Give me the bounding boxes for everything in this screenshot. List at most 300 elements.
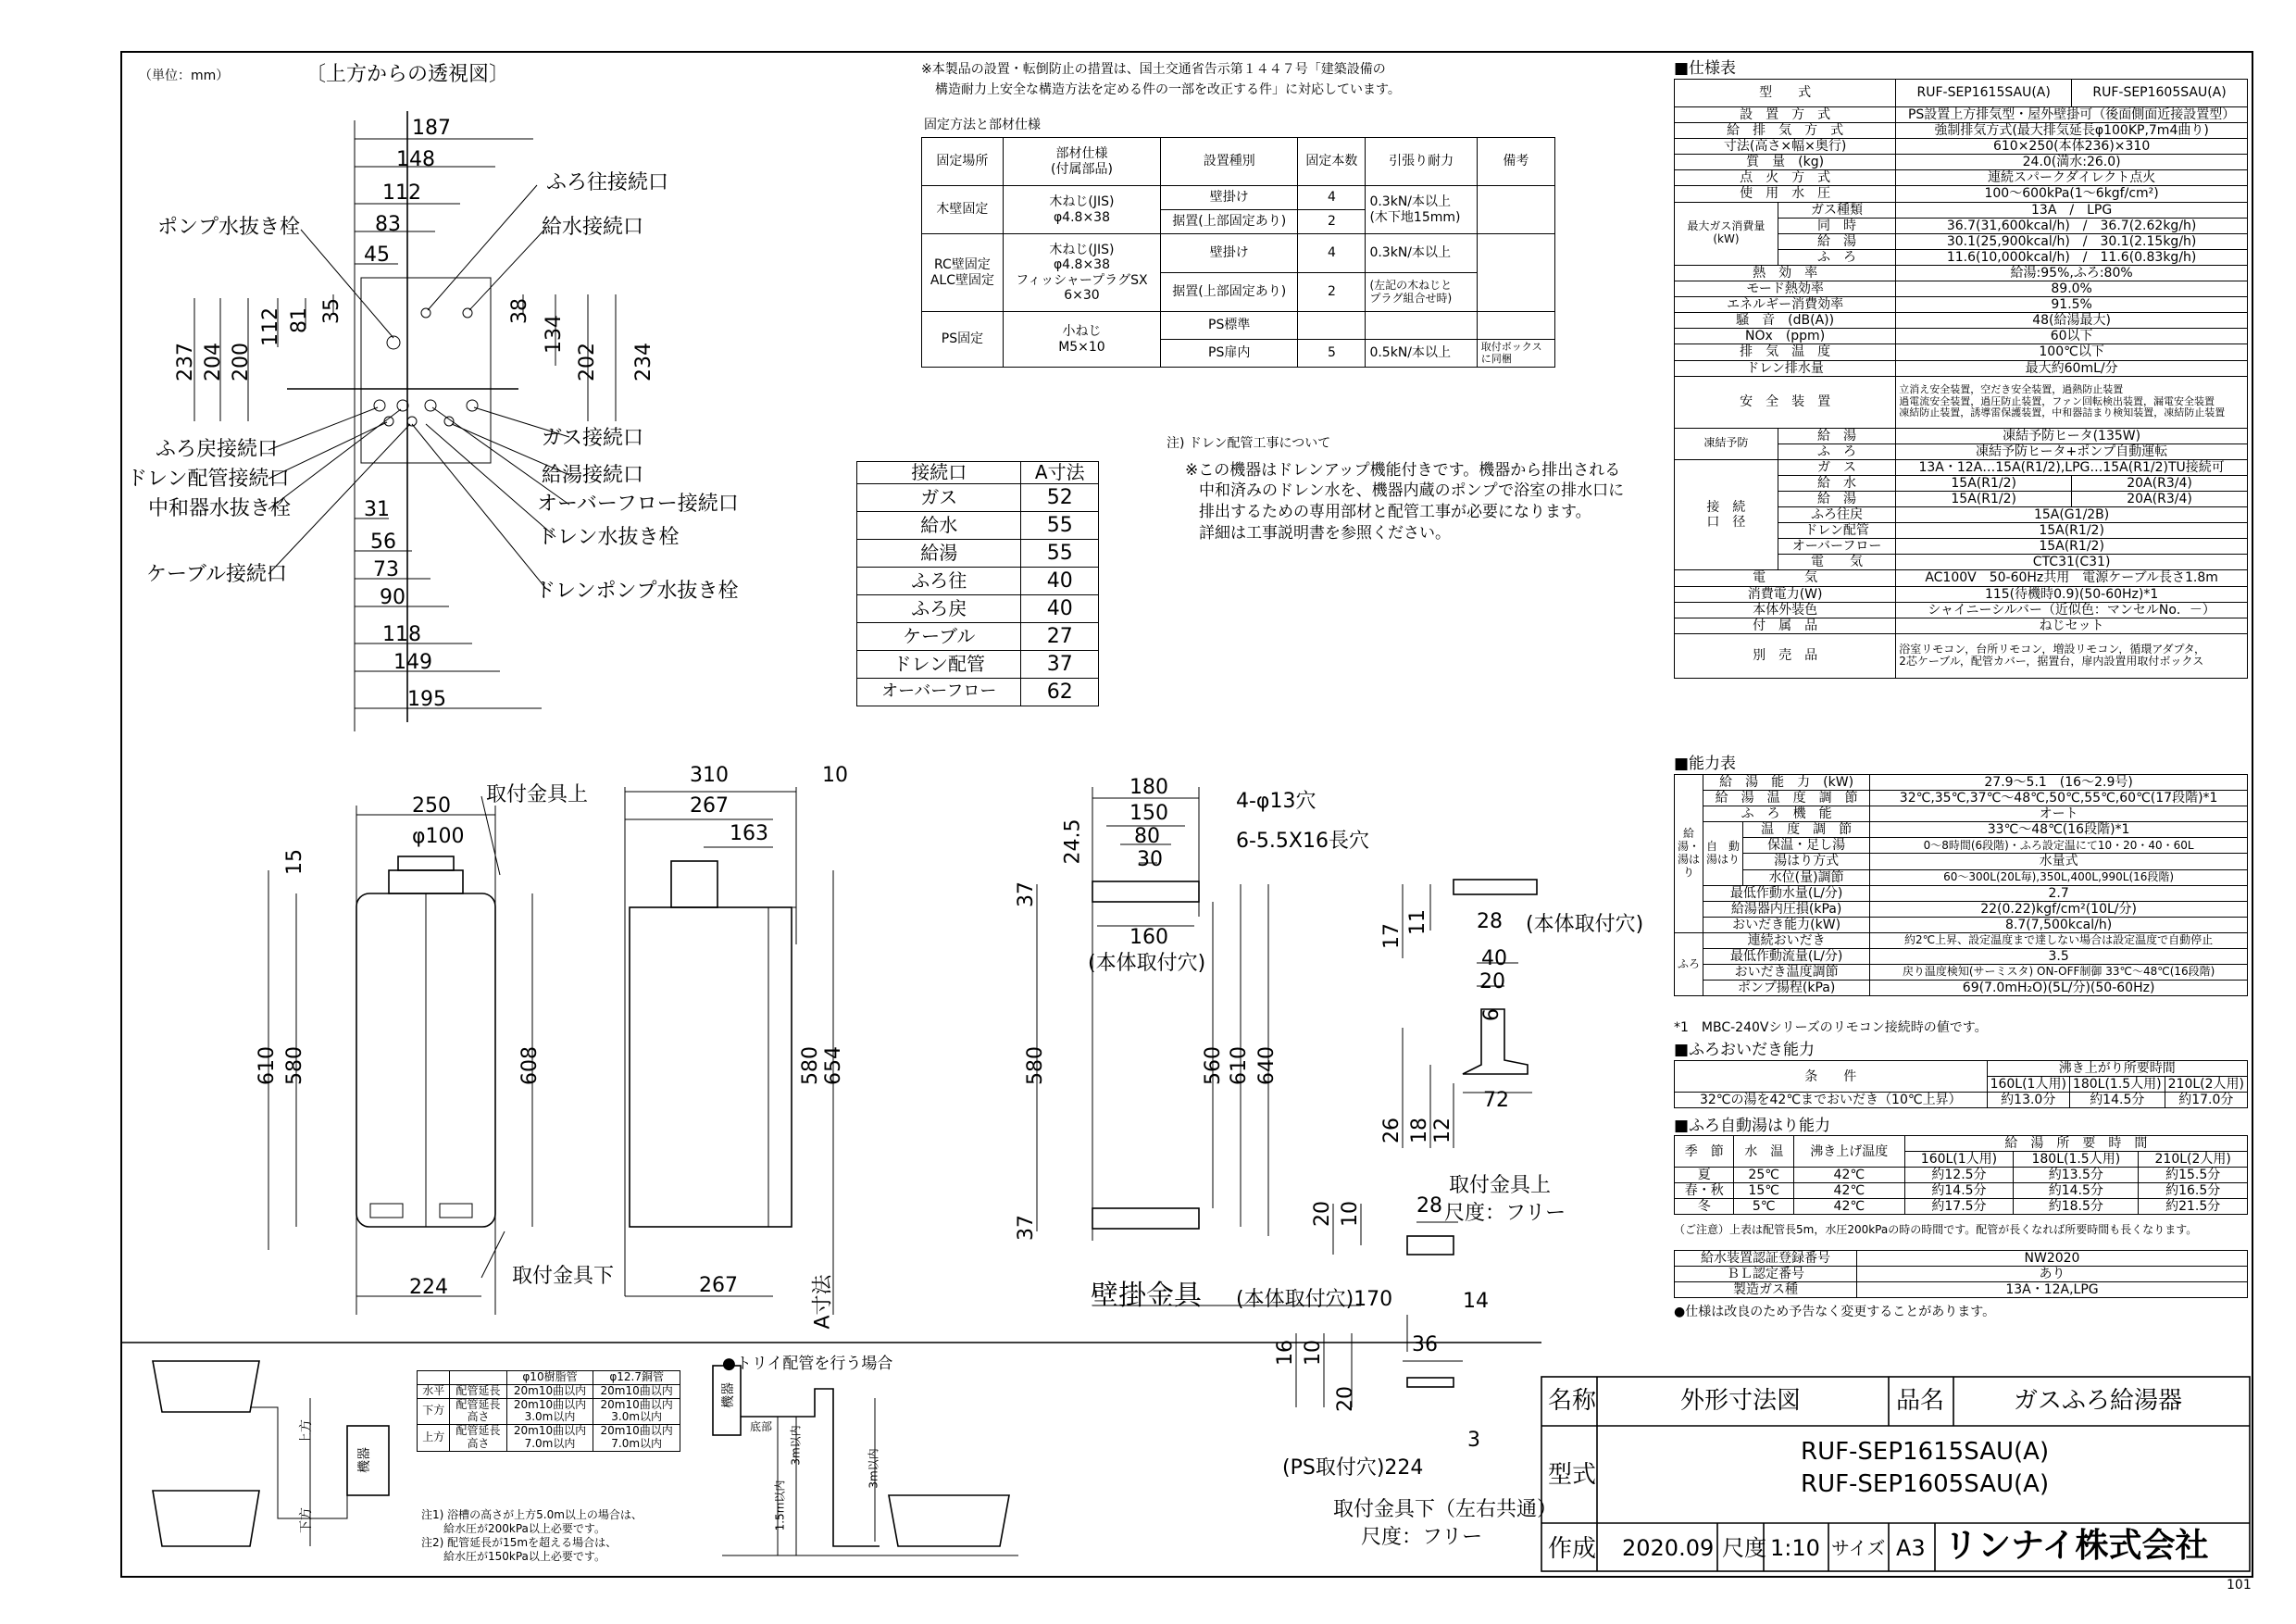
cert-note: ●仕様は改良のため予告なく変更することがあります。 xyxy=(1674,1305,1996,1319)
spec-value: シャイニーシルバー（近似色：マンセルNo．－） xyxy=(1896,602,2248,618)
install-th: φ12.7銅管 xyxy=(593,1371,680,1385)
port-name: ふろ戻 xyxy=(857,595,1021,623)
dim-20-lower: 20 xyxy=(1311,1201,1334,1227)
dim-6: 6 xyxy=(1480,1008,1504,1021)
dim-40: 40 xyxy=(1481,947,1507,970)
bracket-view xyxy=(1037,787,1361,1305)
port-value: 27 xyxy=(1021,623,1099,651)
autofill-cell: 25℃ xyxy=(1734,1168,1793,1183)
drain-note-title: 注) ドレン配管工事について xyxy=(1167,436,1331,451)
yuhari-label: 湯はり xyxy=(1706,852,1741,866)
port-value: 52 xyxy=(1021,484,1099,512)
dim-80: 80 xyxy=(1134,825,1160,848)
install-cell: 20m10曲以内 3.0m以内 xyxy=(593,1398,680,1425)
fixing-cell: PS扉内 xyxy=(1161,340,1298,368)
fixing-th: 備考 xyxy=(1477,138,1554,186)
ability-label: 給 湯 温 度 調 節 xyxy=(1703,791,1870,806)
dim-610: 610 xyxy=(256,1046,279,1085)
autofill-cell: 約16.5分 xyxy=(2139,1183,2248,1199)
spec-label: 寸法(高さ×幅×奥行) xyxy=(1675,139,1896,155)
dim-200: 200 xyxy=(230,343,253,381)
spec-value: 100〜600kPa(1〜6kgf/cm²) xyxy=(1896,186,2248,202)
option-line: 浴室リモコン，台所リモコン，増設リモコン，循環アダプタ， xyxy=(1899,642,2205,656)
safety-line: 凍結防止装置，誘導雷保護装置，中和器詰まり検知装置，凍結防止装置 xyxy=(1899,406,2226,419)
port-value: 55 xyxy=(1021,512,1099,540)
fixing-cell: 取付ボックス に同梱 xyxy=(1477,340,1554,368)
install-diagram xyxy=(120,1343,1541,1555)
trap-label-3m-2: 3m以内 xyxy=(867,1448,880,1489)
spec-value: ねじセット xyxy=(1896,618,2248,633)
fixing-cell: 4 xyxy=(1298,234,1366,273)
install-cell: 配管延長 高さ xyxy=(450,1398,506,1425)
fixing-cell: (左記の木ねじと プラグ組合せ時) xyxy=(1366,273,1477,312)
ability-table xyxy=(1674,774,2248,996)
dim-31: 31 xyxy=(364,498,390,521)
dim-38: 38 xyxy=(508,298,531,324)
reheat-table xyxy=(1674,1060,2248,1108)
spec-conn-sub: 電 気 xyxy=(1778,555,1895,570)
spec-gas-value: 11.6(10,000kcal/h) / 11.6(0.83kg/h) xyxy=(1896,249,2248,265)
dim-20: 20 xyxy=(1479,970,1505,993)
autofill-col: 160L(1人用) xyxy=(1904,1152,2014,1168)
dim-112: 112 xyxy=(382,181,421,205)
tb-model-label: 型式 xyxy=(1548,1461,1597,1489)
ability-value: オート xyxy=(1870,806,2248,822)
install-cell: 配管延長 xyxy=(450,1384,506,1398)
spec-value: 100℃以下 xyxy=(1896,344,2248,360)
dim-195: 195 xyxy=(407,688,446,711)
fixing-cell: 木ねじ(JIS) φ4.8×38 xyxy=(1003,186,1160,234)
ability-value: 32℃,35℃,37℃〜48℃,50℃,55℃,60℃(17段階)*1 xyxy=(1870,791,2248,806)
port-name: ガス xyxy=(857,484,1021,512)
ability-value: 60〜300L(20L毎),350L,400L,990L(16段階) xyxy=(1870,869,2248,885)
spec-conn-value: 13A・12A…15A(R1/2),LPG…15A(R1/2)TU接続可 xyxy=(1896,459,2248,475)
auto-label: 自 動 xyxy=(1706,840,1741,854)
lower-bracket-scale: 尺度：フリー xyxy=(1361,1526,1483,1549)
ability-label: 最低作動流量(L/分) xyxy=(1703,949,1870,965)
install-note: 給水圧が150kPa以上必要です。 xyxy=(421,1550,605,1563)
port-name: ケーブル xyxy=(857,623,1021,651)
install-cell: 20m10曲以内 7.0m以内 xyxy=(506,1425,593,1452)
reheat-title: ■ふろおいだき能力 xyxy=(1674,1041,1816,1059)
fixing-cell xyxy=(1477,312,1554,340)
fixing-cell: 壁掛け xyxy=(1161,234,1298,273)
spec-value: 48(給湯最大) xyxy=(1896,313,2248,329)
tb-model-2: RUF-SEP1605SAU(A) xyxy=(1801,1470,2050,1498)
dim-11: 11 xyxy=(1406,909,1429,935)
port-th: 接続口 xyxy=(857,462,1021,484)
spec-label: 騒 音 (dB(A)) xyxy=(1675,313,1896,329)
spec-value: 連続スパークダイレクト点火 xyxy=(1896,170,2248,186)
ability-value: 69(7.0mH₂O)(5L/分)(50-60Hz) xyxy=(1870,981,2248,996)
dim-234: 234 xyxy=(632,343,655,381)
install-cell: 配管延長 高さ xyxy=(450,1425,506,1452)
ability-value: 22(0.22)kgf/cm²(10L/分) xyxy=(1870,901,2248,917)
spec-option-label: 別 売 品 xyxy=(1675,633,1896,678)
dim-237: 237 xyxy=(174,343,197,381)
ability-label: ふ ろ 機 能 xyxy=(1703,806,1870,822)
dim-17: 17 xyxy=(1380,923,1404,949)
install-cell: 20m10曲以内 3.0m以内 xyxy=(506,1398,593,1425)
fixing-cell: PS標準 xyxy=(1161,312,1298,340)
spec-type-label: 型 式 xyxy=(1675,80,1896,107)
dim-163: 163 xyxy=(730,822,768,845)
autofill-cell: 春・秋 xyxy=(1675,1183,1734,1199)
dim-30: 30 xyxy=(1137,848,1163,871)
spec-label: 使 用 水 圧 xyxy=(1675,186,1896,202)
cert-value: NW2020 xyxy=(1857,1251,2248,1267)
install-cell: 下方 xyxy=(418,1398,450,1425)
spec-value: 24.0(満水:26.0) xyxy=(1896,155,2248,170)
install-cell: 20m10曲以内 xyxy=(506,1384,593,1398)
autofill-th: 季 節 xyxy=(1675,1136,1734,1168)
label-bracket-bottom: 取付金具下 xyxy=(512,1265,615,1288)
dim-26: 26 xyxy=(1380,1118,1404,1143)
spec-conn-value: 15A(R1/2) xyxy=(1896,539,2248,555)
fixing-cell xyxy=(1366,312,1477,340)
autofill-cell: 15℃ xyxy=(1734,1183,1793,1199)
fixing-cell: 壁掛け xyxy=(1161,186,1298,210)
reheat-col: 180L(1.5人用) xyxy=(2069,1077,2165,1093)
label-drain-pump-valve: ドレンポンプ水抜き栓 xyxy=(535,580,739,603)
ability-label: おいだき温度調節 xyxy=(1703,965,1870,981)
notice-line-2: 構造耐力上安全な構造方法を定める件の一部を改正する件」に対応しています。 xyxy=(935,82,1401,97)
dim-12: 12 xyxy=(1431,1118,1454,1143)
autofill-cell: 約14.5分 xyxy=(1904,1183,2014,1199)
port-name: 給湯 xyxy=(857,540,1021,568)
drain-note-line: 詳細は工事説明書を参照ください。 xyxy=(1199,524,1451,543)
install-note: 給水圧が200kPa以上必要です。 xyxy=(421,1522,605,1535)
spec-conn-value-2: 20A(R3/4) xyxy=(2072,475,2248,491)
autofill-cell: 約14.5分 xyxy=(2014,1183,2139,1199)
fixing-table xyxy=(921,137,1555,368)
fixing-th: 設置種別 xyxy=(1161,138,1298,186)
spec-gas-value: 36.7(31,600kcal/h) / 36.7(2.62kg/h) xyxy=(1896,218,2248,233)
dim-18: 18 xyxy=(1408,1118,1431,1143)
safety-line: 立消え安全装置，空だき安全装置，過熱防止装置 xyxy=(1899,383,2124,396)
spec-label: エネルギー消費効率 xyxy=(1675,297,1896,313)
reheat-row-label: 32℃の湯を42℃までおいだき（10℃上昇） xyxy=(1675,1093,1988,1108)
autofill-cell: 約13.5分 xyxy=(2014,1168,2139,1183)
ability-value: 0〜8時間(6段階)・ふろ設定温にて10・20・40・60L xyxy=(1870,838,2248,854)
spec-freeze-label: 凍結予防 xyxy=(1675,428,1778,459)
spec-gas-value: 30.1(25,900kcal/h) / 30.1(2.15kg/h) xyxy=(1896,233,2248,249)
label-neutralizer-drain: 中和器水抜き栓 xyxy=(148,497,292,520)
ability-label: ポンプ揚程(kPa) xyxy=(1703,981,1870,996)
tb-name-label: 名称 xyxy=(1548,1387,1597,1415)
dim-81: 81 xyxy=(288,307,311,333)
autofill-cell: 約18.5分 xyxy=(2014,1199,2139,1215)
dim-37-bottom: 37 xyxy=(1015,1215,1038,1241)
autofill-cell: 夏 xyxy=(1675,1168,1734,1183)
ability-value: 3.5 xyxy=(1870,949,2248,965)
dim-580: 580 xyxy=(283,1046,306,1085)
fixing-cell: 0.5kN/本以上 xyxy=(1366,340,1477,368)
autofill-cell: 5℃ xyxy=(1734,1199,1793,1215)
dim-28-lower: 28 xyxy=(1416,1194,1442,1218)
ability-value: 8.7(7,500kcal/h) xyxy=(1870,917,2248,932)
trap-label-unit: 機器 xyxy=(721,1382,736,1408)
notice-line-1: ※本製品の設置・転倒防止の措置は、国土交通省告示第１４４７号「建築設備の xyxy=(921,62,1386,77)
upper-bracket-scale: 尺度：フリー xyxy=(1444,1202,1566,1225)
cert-label: 製造ガス種 xyxy=(1675,1282,1857,1298)
spec-value: 給湯:95%,ふろ:80% xyxy=(1896,265,2248,281)
tb-product-label: 品名 xyxy=(1896,1387,1945,1415)
dim-73: 73 xyxy=(373,558,399,581)
reheat-col: 160L(1人用) xyxy=(1987,1077,2069,1093)
fixing-cell: RC壁固定 ALC壁固定 xyxy=(922,234,1004,312)
spec-conn-value: CTC31(C31) xyxy=(1896,555,2248,570)
tb-size-label: サイズ xyxy=(1831,1537,1886,1559)
fixing-cell: 5 xyxy=(1298,340,1366,368)
install-th xyxy=(450,1371,506,1385)
install-cell: 20m10曲以内 xyxy=(593,1384,680,1398)
tb-product: ガスふろ給湯器 xyxy=(2014,1387,2183,1415)
spec-value: AC100V 50-60Hz共用 電源ケーブル長さ1.8m xyxy=(1896,570,2248,586)
ability-value: 2.7 xyxy=(1870,885,2248,901)
cert-label: 給水装置認証登録番号 xyxy=(1675,1251,1857,1267)
port-value: 55 xyxy=(1021,540,1099,568)
reheat-col: 210L(2人用) xyxy=(2165,1077,2247,1093)
install-th xyxy=(418,1371,450,1385)
port-table xyxy=(856,461,1099,706)
a-dim-label: A寸法 xyxy=(811,1274,835,1330)
spec-conn-value: 15A(G1/2B) xyxy=(1896,507,2248,523)
install-cell: 水平 xyxy=(418,1384,450,1398)
spec-value: 強制排気方式(最大排気延長φ100KP,7m4曲り) xyxy=(1896,123,2248,139)
spec-gas-sub: ガス種類 xyxy=(1778,202,1895,218)
spec-label: 消費電力(W) xyxy=(1675,586,1896,602)
dim-180: 180 xyxy=(1129,776,1168,799)
spec-gas-value: 13A / LPG xyxy=(1896,202,2248,218)
dim-10-lower-2: 10 xyxy=(1302,1340,1325,1366)
dim-112-v: 112 xyxy=(259,307,282,346)
spec-conn-sub: 給 湯 xyxy=(1778,491,1895,506)
spec-value: PS設置上方排気型・屋外壁掛可（後面側面近接設置型） xyxy=(1896,107,2248,123)
autofill-note: （ご注意）上表は配管長5m，水圧200kPaの時の時間です。配管が長くなれば所要時間も長くなります。 xyxy=(1674,1223,2198,1236)
autofill-cell: 約15.5分 xyxy=(2139,1168,2248,1183)
dim-36: 36 xyxy=(1412,1333,1438,1356)
spec-value: 最大約60mL/分 xyxy=(1896,360,2248,376)
port-value: 40 xyxy=(1021,595,1099,623)
spec-label: 給 排 気 方 式 xyxy=(1675,123,1896,139)
spec-gas-label: 最大ガス消費量 (kW) xyxy=(1675,202,1778,265)
autofill-th: 水 温 xyxy=(1734,1136,1793,1168)
fixing-th: 固定本数 xyxy=(1298,138,1366,186)
ability-footnote: *1 MBC-240Vシリーズのリモコン接続時の値です。 xyxy=(1674,1020,1988,1035)
spec-label: 熱 効 率 xyxy=(1675,265,1896,281)
fixing-cell: 据置(上部固定あり) xyxy=(1161,273,1298,312)
label-gas: ガス接続口 xyxy=(542,427,644,450)
ps-hole-224: (PS取付穴)224 xyxy=(1282,1456,1424,1480)
fixing-cell: 0.3kN/本以上 (木下地15mm) xyxy=(1366,186,1477,234)
install-cell: 20m10曲以内 7.0m以内 xyxy=(593,1425,680,1452)
dim-56: 56 xyxy=(370,531,396,554)
dim-28: 28 xyxy=(1477,910,1503,933)
install-label-down: 下方 xyxy=(299,1507,314,1533)
port-value: 40 xyxy=(1021,568,1099,595)
install-label-unit: 機器 xyxy=(357,1447,372,1473)
fixing-cell: 木ねじ(JIS) φ4.8×38 フィッシャープラグSX 6×30 xyxy=(1003,234,1160,312)
autofill-cell: 42℃ xyxy=(1793,1183,1904,1199)
dim-267-bottom: 267 xyxy=(699,1274,738,1297)
trap-title: ●トリイ配管を行う場合 xyxy=(722,1355,893,1373)
fixing-cell: 4 xyxy=(1298,186,1366,210)
port-th: A寸法 xyxy=(1021,462,1099,484)
port-value: 37 xyxy=(1021,651,1099,679)
dim-45: 45 xyxy=(364,244,390,267)
tb-scale: 1:10 xyxy=(1770,1535,1820,1561)
spec-label: ドレン排水量 xyxy=(1675,360,1896,376)
dim-149: 149 xyxy=(393,651,432,674)
wall-bracket-label: 壁掛金具 xyxy=(1091,1280,1202,1312)
drain-note-line: 排出するための専用部材と配管工事が必要になります。 xyxy=(1199,503,1591,521)
dim-10: 10 xyxy=(822,764,848,787)
fixing-title: 固定方法と部材仕様 xyxy=(924,118,1041,132)
ability-label: おいだき能力(kW) xyxy=(1703,917,1870,932)
spec-label: NOx (ppm) xyxy=(1675,329,1896,344)
autofill-table xyxy=(1674,1135,2248,1215)
spec-table xyxy=(1674,79,2248,679)
body-hole-label: (本体取付穴) xyxy=(1088,952,1206,975)
fixing-cell: 小ねじ M5×10 xyxy=(1003,312,1160,368)
label-bracket-top: 取付金具上 xyxy=(486,783,589,806)
autofill-cell: 冬 xyxy=(1675,1199,1734,1215)
spec-freeze-sub: 給 湯 xyxy=(1778,428,1895,443)
dim-310: 310 xyxy=(690,764,729,787)
hole-label-2: 6-5.5X16長穴 xyxy=(1236,830,1369,853)
ability-value: 水量式 xyxy=(1870,854,2248,869)
dim-15: 15 xyxy=(283,849,306,875)
ability-label: 湯はり方式 xyxy=(1743,854,1870,869)
label-bath-supply: ふろ往接続口 xyxy=(546,171,669,194)
install-label-up: 上方 xyxy=(299,1419,314,1445)
fixing-cell: 2 xyxy=(1298,273,1366,312)
body-hole-170: (本体取付穴)170 xyxy=(1236,1288,1393,1311)
port-name: ふろ往 xyxy=(857,568,1021,595)
tb-name: 外形寸法図 xyxy=(1680,1387,1802,1415)
reheat-time: 沸き上がり所要時間 xyxy=(1987,1061,2247,1077)
autofill-cell: 42℃ xyxy=(1793,1168,1904,1183)
dim-560: 560 xyxy=(1202,1046,1225,1085)
reheat-value: 約13.0分 xyxy=(1987,1093,2069,1108)
reheat-value: 約14.5分 xyxy=(2069,1093,2165,1108)
spec-freeze-sub: ふ ろ xyxy=(1778,443,1895,459)
ability-label: 最低作動水量(L/分) xyxy=(1703,885,1870,901)
spec-conn-sub: ドレン配管 xyxy=(1778,523,1895,539)
spec-gas-sub: 同 時 xyxy=(1778,218,1895,233)
ability-label: 連続おいだき xyxy=(1703,932,1870,948)
tb-page: 101 xyxy=(2227,1578,2252,1593)
dim-134: 134 xyxy=(543,315,566,354)
dim-580-side: 580 xyxy=(799,1046,822,1085)
dim-267: 267 xyxy=(690,794,729,818)
ability-label: 水位(量)調節 xyxy=(1743,869,1870,885)
install-th: φ10樹脂管 xyxy=(506,1371,593,1385)
tb-made-label: 作成 xyxy=(1548,1535,1597,1563)
front-view xyxy=(268,796,532,1315)
label-drain-pipe: ドレン配管接続口 xyxy=(127,468,290,491)
dim-148: 148 xyxy=(396,148,435,171)
label-overflow: オーバーフロー接続口 xyxy=(537,493,739,516)
autofill-th: 給 湯 所 要 時 間 xyxy=(1904,1136,2247,1152)
drain-note-line: 中和済みのドレン水を、機器内蔵のポンプで浴室の排水口に xyxy=(1199,481,1625,500)
port-name: 給水 xyxy=(857,512,1021,540)
install-note: 注1) 浴槽の高さが上方5.0m以上の場合は、 xyxy=(421,1508,643,1521)
spec-label: 質 量 (kg) xyxy=(1675,155,1896,170)
install-note: 注2) 配管延長が15mを超える場合は、 xyxy=(421,1536,618,1549)
spec-title: ■仕様表 xyxy=(1674,59,1737,78)
dim-610-bracket: 610 xyxy=(1228,1046,1251,1085)
ability-label: 給 湯 能 力 (kW) xyxy=(1703,775,1870,791)
dim-72: 72 xyxy=(1483,1089,1509,1112)
spec-label: 設 置 方 式 xyxy=(1675,107,1896,123)
label-water-supply: 給水接続口 xyxy=(542,216,644,239)
spec-gas-sub: 給 湯 xyxy=(1778,233,1895,249)
tb-scale-label: 尺度 xyxy=(1722,1535,1766,1561)
fixing-cell: 据置(上部固定あり) xyxy=(1161,210,1298,234)
option-line: 2芯ケーブル，配管カバー，据置台，扉内設置用取付ボックス xyxy=(1899,655,2204,668)
fixing-th: 引張り耐力 xyxy=(1366,138,1477,186)
dim-608: 608 xyxy=(518,1046,542,1085)
spec-conn-sub: ガ ス xyxy=(1778,459,1895,475)
ability-value: 戻り温度検知(サーミスタ) ON-OFF制御 33℃〜48℃(16段階) xyxy=(1870,965,2248,981)
cert-label: ＢＬ認定番号 xyxy=(1675,1267,1857,1282)
fixing-cell: 木壁固定 xyxy=(922,186,1004,234)
spec-label: 電 気 xyxy=(1675,570,1896,586)
fixing-th: 固定場所 xyxy=(922,138,1004,186)
dim-150: 150 xyxy=(1129,802,1168,825)
dim-654: 654 xyxy=(822,1046,845,1085)
fixing-cell xyxy=(1298,312,1366,340)
drain-note-line: ※この機器はドレンアップ機能付きです。機器から排出される xyxy=(1185,461,1621,480)
spec-label: 排 気 温 度 xyxy=(1675,344,1896,360)
dim-640: 640 xyxy=(1255,1046,1279,1085)
dim-90: 90 xyxy=(380,586,406,609)
dim-250: 250 xyxy=(412,794,451,818)
dim-187: 187 xyxy=(412,117,451,140)
autofill-title: ■ふろ自動湯はり能力 xyxy=(1674,1117,1831,1135)
spec-value: 89.0% xyxy=(1896,281,2248,297)
upper-body-hole: (本体取付穴) xyxy=(1526,913,1644,936)
label-drain-valve: ドレン水抜き栓 xyxy=(537,526,680,549)
spec-model-2: RUF-SEP1605SAU(A) xyxy=(2072,80,2248,107)
dim-202: 202 xyxy=(576,343,599,381)
spec-label: 点 火 方 式 xyxy=(1675,170,1896,186)
fixing-cell xyxy=(1477,186,1554,234)
spec-label: モード熱効率 xyxy=(1675,281,1896,297)
label-hot-water: 給湯接続口 xyxy=(542,464,644,487)
fixing-cell: 2 xyxy=(1298,210,1366,234)
cert-table xyxy=(1674,1250,2248,1298)
spec-model-1: RUF-SEP1615SAU(A) xyxy=(1896,80,2072,107)
cert-value: 13A・12A,LPG xyxy=(1857,1282,2248,1298)
ability-value: 27.9〜5.1 (16〜2.9号) xyxy=(1870,775,2248,791)
label-pump-drain: ポンプ水抜き栓 xyxy=(157,216,301,239)
tb-model-1: RUF-SEP1615SAU(A) xyxy=(1801,1438,2050,1466)
ability-label: 給湯器内圧損(kPa) xyxy=(1703,901,1870,917)
fixing-th: 部材仕様 (付属部品) xyxy=(1003,138,1160,186)
dim-83: 83 xyxy=(375,213,401,236)
ability-title: ■能力表 xyxy=(1674,755,1737,773)
dim-35: 35 xyxy=(320,298,343,324)
label-cable: ケーブル接続口 xyxy=(146,563,288,586)
spec-gas-sub: ふ ろ xyxy=(1778,249,1895,265)
spec-value: 115(待機時0.9)(50-60Hz)*1 xyxy=(1896,586,2248,602)
autofill-col: 180L(1.5人用) xyxy=(2014,1152,2139,1168)
spec-label: 本体外装色 xyxy=(1675,602,1896,618)
port-name: オーバーフロー xyxy=(857,679,1021,706)
